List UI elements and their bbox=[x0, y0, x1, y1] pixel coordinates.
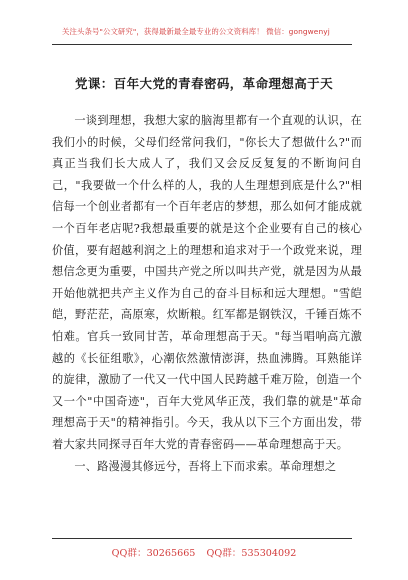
document-title: 党课：百年大党的青春密码，革命理想高于天 bbox=[74, 76, 333, 91]
header-notice: 关注头条号"公文研究"，获得最新最全最专业的公文资料库！ 微信：gongwenyj bbox=[62, 27, 330, 36]
footer-divider bbox=[52, 538, 352, 539]
header-divider bbox=[52, 44, 352, 45]
footer-qq-group-2: QQ群：535304092 bbox=[206, 548, 297, 559]
document-body bbox=[52, 110, 362, 477]
body-paragraph: 一谈到理想，我想大家的脑海里都有一个直观的认识，在我们小的时候，父母们经常问我们，"你长大了想做什么?"而真正当我们长大成人了，我们又会反反复复的不断询问自己，"我要做一个什么样的人，我的人生理想到底是什么?"相信每一个创业者都有一个百年老店的梦想，那么如何才能成就一个百年老店呢?我想最重要的就是这个企业要有自己的核心价值，要有超越利润之上的理想和追求对于一个政党来说，理想信念更为重要，中国共产党之所以叫共产党，就是因为从最开始他就把共产主义作为自己的奋斗目标和远大理想。"雪皑皑，野茫茫，高原寒，炊断粮。红军都是钢铁汉，千锤百炼不怕难。官兵一致同甘苦，革命理想高于天。"每当唱响高亢激越的《长征组歌》，心潮依然激情澎湃，热血沸腾。耳熟能详的旋律，激励了一代又一代中国人民跨越千难万险，创造一个又一个"中国奇迹"，百年大党风华正茂，我们靠的就是"革命理想高于天"的精神指引。今天，我从以下三个方面出发，带着大家共同探寻百年大党的青春密码——革命理想高于天。 bbox=[52, 114, 362, 451]
body-paragraph: 一、路漫漫其修远兮，吾将上下而求索。革命理想之 bbox=[74, 459, 337, 473]
footer-qq-group-1: QQ群：30265665 bbox=[111, 548, 196, 559]
footer-contact bbox=[0, 545, 408, 559]
